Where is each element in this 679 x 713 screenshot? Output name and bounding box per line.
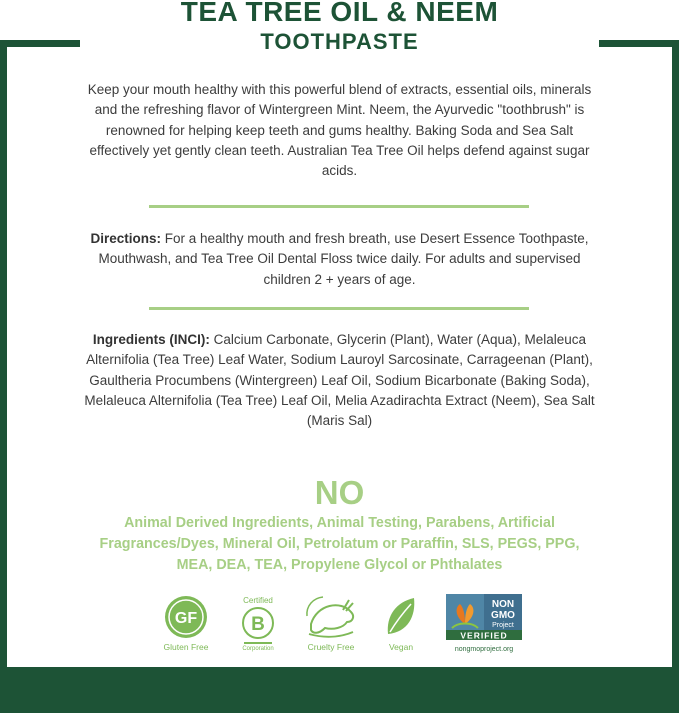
svg-text:NON: NON: [491, 599, 515, 610]
non-gmo-project-icon: [446, 594, 522, 656]
svg-text:GF: GF: [174, 610, 198, 627]
product-title: TEA TREE OIL & NEEM: [180, 0, 499, 27]
vegan-label: Vegan: [388, 642, 414, 652]
svg-text:nongmoproject.org: nongmoproject.org: [454, 646, 514, 653]
gluten-free-icon: [163, 594, 209, 640]
divider: [149, 205, 529, 208]
svg-text:GMO: GMO: [491, 610, 515, 621]
bcorp-icon: [241, 606, 275, 640]
intro-paragraph: Keep your mouth healthy with this powerful blend of extracts, essential oils, minerals and the refreshing flavor of Wintergreen Mint. Neem, the Ayurvedic "toothbrush" is renowned for helping keep teeth and gums healthy. Baking Soda and Sea Salt effectively yet gently clean teeth. Australian Tea Tree Oil helps defend against sugar acids.: [87, 82, 592, 179]
vegan-badge: [379, 594, 423, 652]
bcorp-underline: [238, 642, 278, 645]
ingredients-label: Ingredients (INCI):: [92, 332, 210, 347]
svg-text:B: B: [251, 614, 265, 635]
gluten-free-label: Gluten Free: [163, 642, 209, 652]
bcorp-badge: [232, 596, 284, 652]
svg-text:VERIFIED: VERIFIED: [460, 630, 508, 641]
frame-bottom-band: [0, 667, 679, 713]
cruelty-free-badge: [300, 594, 362, 652]
directions-label: Directions:: [90, 231, 161, 246]
non-gmo-badge: [444, 594, 524, 656]
divider: [149, 307, 529, 310]
ingredients-paragraph: [80, 330, 599, 431]
leaping-bunny-icon: [303, 594, 359, 640]
directions-text: For a healthy mouth and fresh breath, use Desert Essence Toothpaste, Mouthwash, and Tea Tree Oil Dental Floss twice daily. For adults and supervised children 2 + years of age.: [98, 231, 589, 287]
free-from-list: Animal Derived Ingredients, Animal Testing, Parabens, Artificial Fragrances/Dyes, Mineral Oil, Petrolatum or Paraffin, SLS, PEGS, PPG, MEA, DEA, TEA, Propylene Glycol or Phthalates: [99, 515, 580, 573]
directions-paragraph: [80, 229, 599, 290]
leaf-icon: [384, 594, 418, 640]
bcorp-certified-label: Certified: [243, 596, 273, 605]
free-from-heading: NO: [314, 474, 365, 511]
product-subtitle: TOOTHPASTE: [260, 29, 419, 54]
certification-badges: [0, 594, 679, 664]
ingredients-text: Calcium Carbonate, Glycerin (Plant), Water (Aqua), Melaleuca Alternifolia (Tea Tree) Leaf Water, Sodium Lauroyl Sarcosinate, Carrageenan (Plant), Gaultheria Procumbens (Wintergreen) Leaf Oil, Sodium Bicarbonate (Baking Soda), Melaleuca Alternifolia (Tea Tree) Leaf Oil, Melia Azadirachta Extract (Neem), Sea Salt (Maris Sal): [84, 332, 595, 429]
bcorp-corporation-label: Corporation: [242, 646, 274, 652]
svg-text:Project: Project: [492, 622, 514, 629]
cruelty-free-label: Cruelty Free: [307, 642, 355, 652]
gluten-free-badge: [158, 594, 214, 652]
